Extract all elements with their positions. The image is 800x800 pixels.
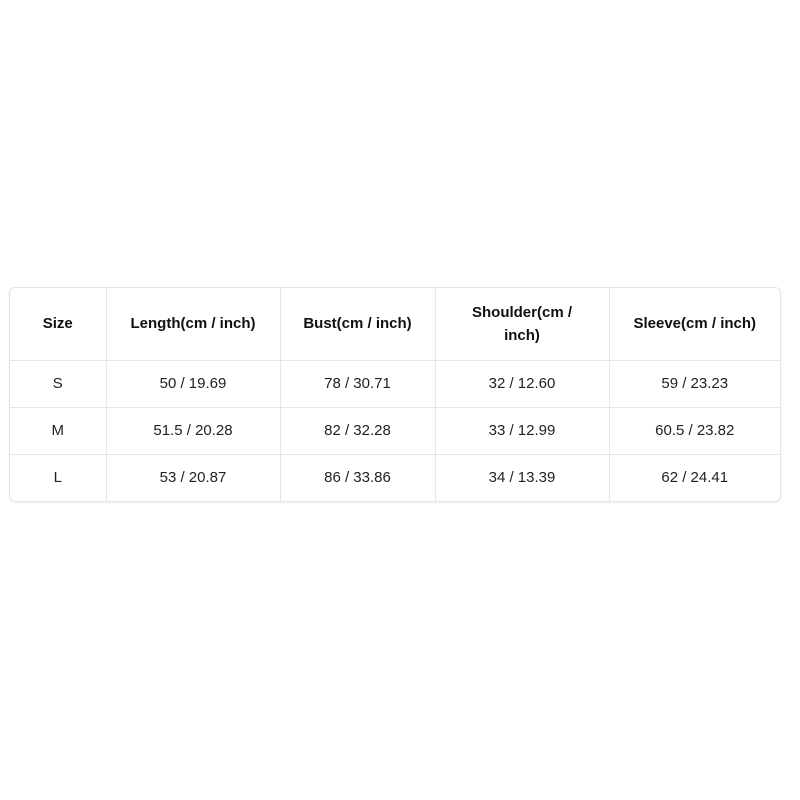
column-header-size: Size [10,288,106,360]
shoulder-cell: 32 / 12.60 [435,360,609,407]
bust-cell: 82 / 32.28 [280,407,435,454]
sleeve-cell: 62 / 24.41 [661,469,729,487]
table-row [10,407,780,454]
table-header-row [10,288,780,360]
table-row [10,454,780,501]
shoulder-cell: 34 / 13.39 [435,454,609,501]
length-cell: 51.5 / 20.28 [106,407,280,454]
shoulder-cell: 33 / 12.99 [435,407,609,454]
column-header-length: Length(cm / inch) [106,288,280,360]
column-header-shoulder: Shoulder(cm / inch) [435,288,609,360]
column-header-bust: Bust(cm / inch) [280,288,435,360]
size-cell: M [10,407,106,454]
size-cell: S [10,360,106,407]
length-cell: 50 / 19.69 [106,360,280,407]
size-cell: L [10,454,106,501]
bust-cell: 78 / 30.71 [280,360,435,407]
column-header-sleeve: Sleeve(cm / inch) [609,288,780,360]
length-cell: 53 / 20.87 [106,454,280,501]
table-row [10,360,780,407]
sleeve-cell: 60.5 / 23.82 [609,407,780,454]
bust-cell: 86 / 33.86 [280,454,435,501]
size-chart-table [10,288,780,501]
sleeve-cell: 59 / 23.23 [609,360,780,407]
size-chart-table-container [9,287,781,502]
